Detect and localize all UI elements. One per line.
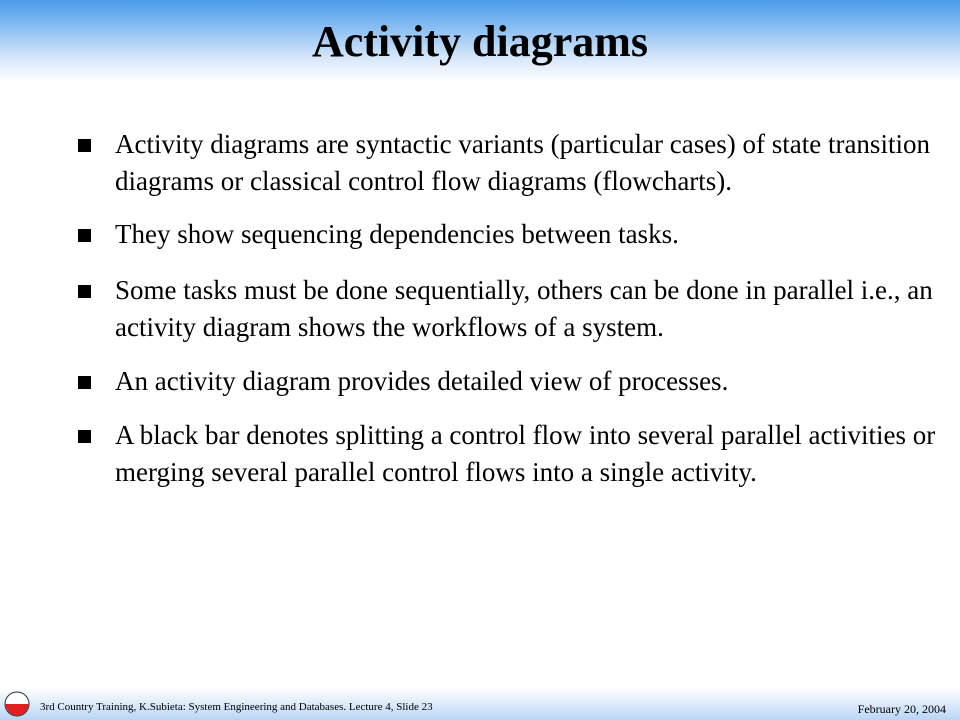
footer-date: February 20, 2004 [857, 702, 946, 716]
square-bullet-icon [78, 229, 91, 242]
footer-course-info: 3rd Country Training, K.Subieta: System Engineering and Databases. Lecture 4, Slide 23 [40, 701, 433, 713]
bullet-item [78, 417, 948, 491]
bullet-list [78, 126, 948, 507]
square-bullet-icon [78, 139, 91, 152]
bullet-item [78, 126, 948, 200]
square-bullet-icon [78, 376, 91, 389]
bullet-text: Activity diagrams are syntactic variants (particular cases) of state transition diagrams or classical control flow diagrams (flowcharts). [115, 129, 930, 196]
bullet-text: An activity diagram provides detailed view of processes. [115, 366, 729, 396]
logo-icon [4, 691, 30, 717]
bullet-item [78, 272, 948, 346]
bullet-text: They show sequencing dependencies between tasks. [115, 219, 679, 249]
bullet-text: Some tasks must be done sequentially, others can be done in parallel i.e., an activity diagram shows the workflows of a system. [115, 275, 933, 342]
square-bullet-icon [78, 430, 91, 443]
slide-title: Activity diagrams [311, 17, 649, 66]
square-bullet-icon [78, 285, 91, 298]
bullet-item [78, 363, 948, 400]
bullet-item [78, 216, 948, 253]
bullet-text: A black bar denotes splitting a control flow into several parallel activities or merging several parallel control flows into a single activity. [115, 420, 936, 487]
